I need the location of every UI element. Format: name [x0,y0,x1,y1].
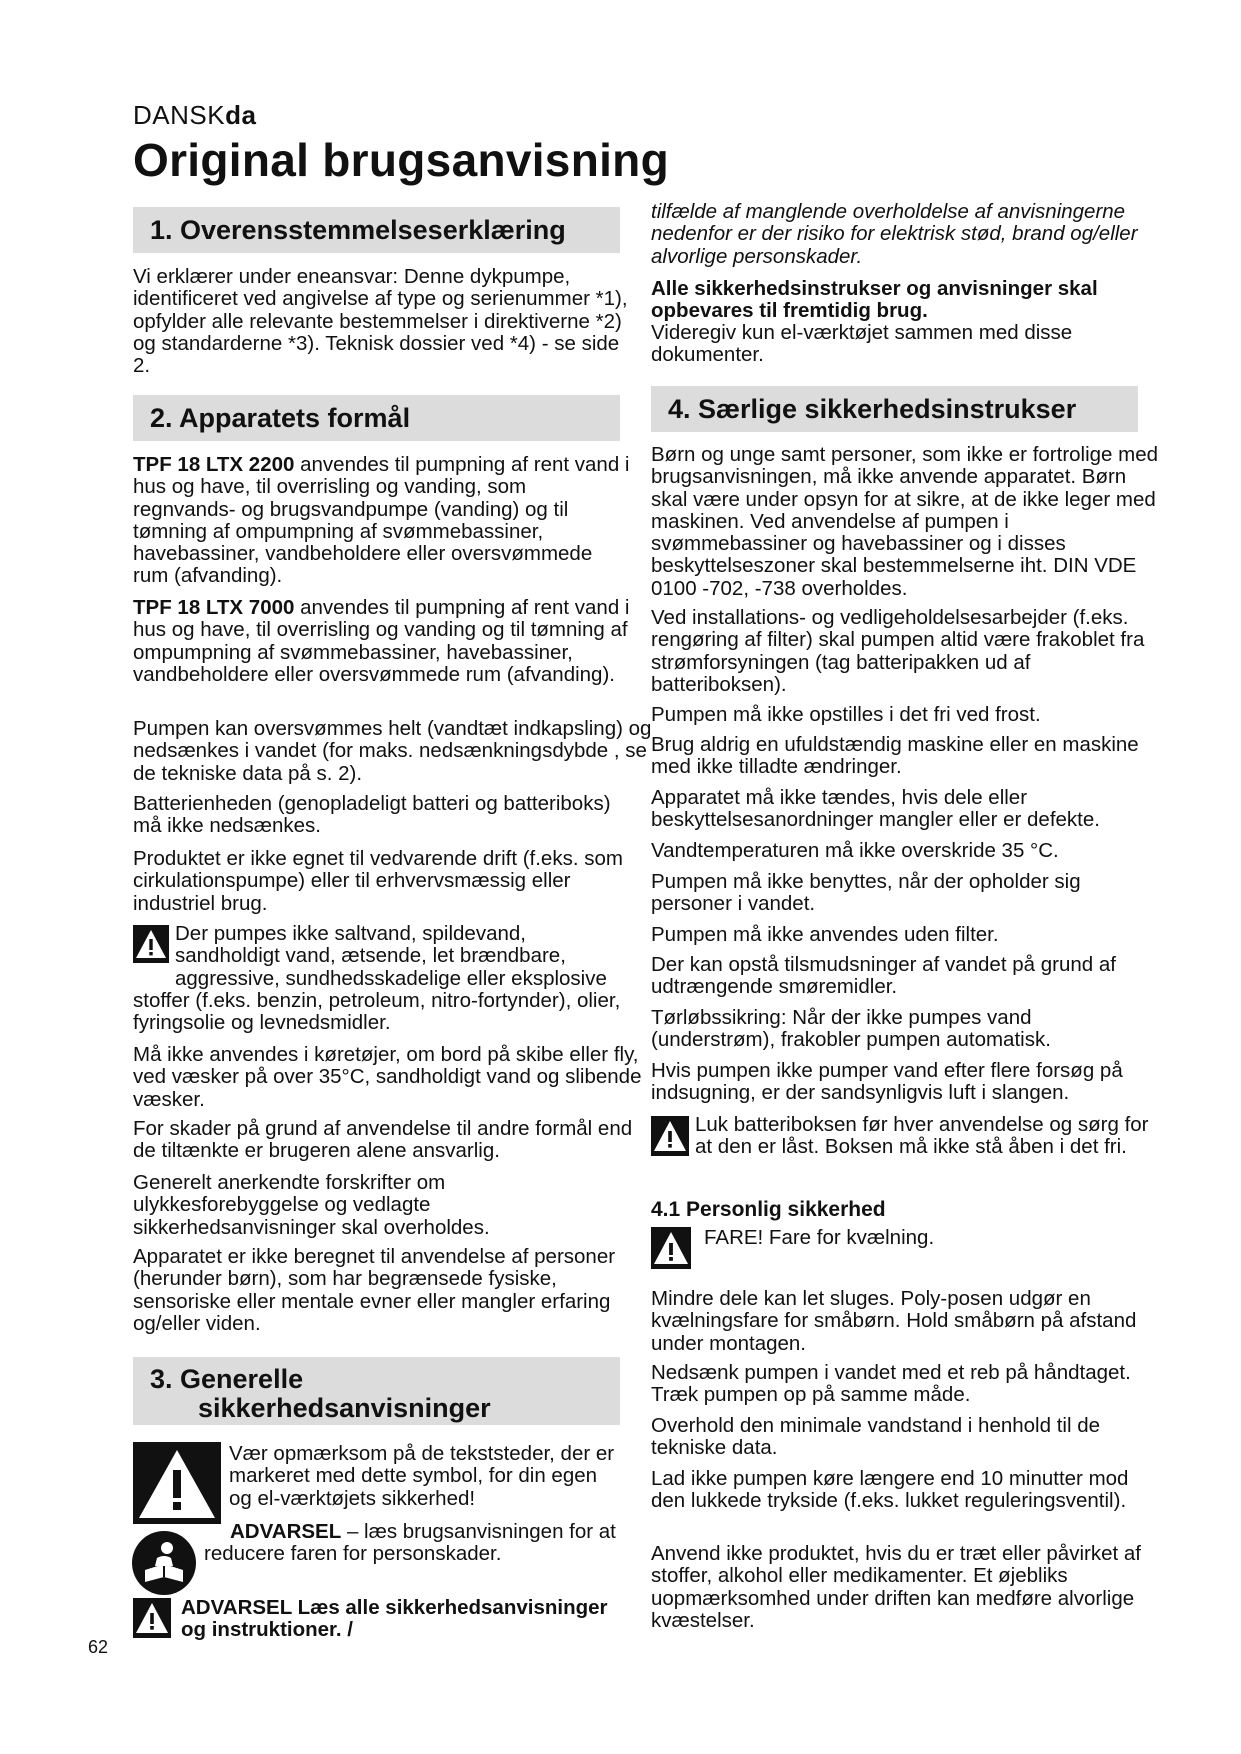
model-name-7000: TPF 18 LTX 7000 [133,596,295,619]
section-4-para-10: Tørløbssikring: Når der ikke pumpes vand (understrøm), frakobler pumpen automatisk. [651,1006,1051,1052]
para-12-text: Luk batteriboksen før hver anvendelse og sørg for at den er låst. Boksen må ikke stå åben i det fri. [695,1113,1149,1159]
section-3-para-3: ADVARSEL Læs alle sikkerhedsanvisninger og instruktioner. / [181,1596,608,1642]
section-2-para-1 [133,454,633,588]
section-4-para-12 [651,1114,1161,1161]
warning-label: ADVARSEL [230,1520,342,1543]
danger-icon [651,1227,691,1274]
language-code: da [225,100,257,130]
section-4-heading: 4. Særlige sikkerhedsinstrukser [651,386,1138,432]
language-name: DANSK [133,100,226,130]
section-4-1-para-3: Overhold den minimale vandstand i henhold til de tekniske data. [651,1414,1100,1460]
para-1-text: anvendes til pumpning af rent vand i hus og have, til overrisling og vanding, som regnvands- og brugsvandpumpe (vanding) og til tømning af ompumpning af svømmebassiner, havebassiner, vandbeholdere eller oversvømmede rum (afvanding). [133,453,630,588]
para-2-text: anvendes til pumpning af rent vand i hus og have, til overrisling og vanding og til tømning af ompumpning af svømmebassiner, havebassiner, vandbeholdere eller oversvømmede rum (afvanding). [133,596,630,686]
para-2-text: – læs brugsanvisningen for at reducere faren for personskader. [204,1520,616,1566]
section-2-para-10: Apparatet er ikke beregnet til anvendelse af personer (herunder børn), som har begrænsede fysiske, sensoriske eller mentale evner eller mangler erfaring og/eller viden. [133,1245,616,1335]
section-2-para-7: Må ikke anvendes i køretøjer, om bord på skibe eller fly, ved væsker på over 35°C, sandholdigt vand og slibende væsker. [133,1043,642,1111]
section-4-para-2: Ved installations- og vedligeholdelsesarbejder (f.eks. rengøring af filter) skal pumpen altid være frakoblet fra strømforsyningen (tag batteripakken ud af batteriboksen). [651,606,1145,696]
section-4-para-6: Vandtemperaturen må ikke overskride 35 °C. [651,839,1059,862]
model-name-2200: TPF 18 LTX 2200 [133,453,295,476]
section-4-para-8: Pumpen må ikke anvendes uden filter. [651,923,999,946]
section-4-1-para-4: Lad ikke pumpen køre længere end 10 minutter mod den lukkede trykside (f.eks. lukket reguleringsventil). [651,1467,1129,1513]
large-warning-icon [133,1442,221,1529]
section-4-para-7: Pumpen må ikke benyttes, når der opholder sig personer i vandet. [651,870,1081,916]
section-2-para-8: For skader på grund af anvendelse til andre formål end de tiltænkte er brugeren alene ansvarlig. [133,1117,633,1163]
section-2-para-2 [133,597,633,686]
section-4-1-heading: 4.1 Personlig sikkerhed [651,1198,886,1221]
section-2-para-6 [133,923,633,1034]
section-4-para-9: Der kan opstå tilsmudsninger af vandet på grund af udtrængende smøremidler. [651,953,1116,999]
section-2-para-4: Batterienheden (genopladeligt batteri og batteriboks) må ikke nedsænkes. [133,792,611,838]
page-number: 62 [88,1637,109,1657]
section-4-para-11: Hvis pumpen ikke pumper vand efter flere forsøg på indsugning, er der sandsynligvis luft i slangen. [651,1059,1123,1105]
section-3-heading-line-2: sikkerhedsanvisninger [198,1393,491,1423]
section-4-1-para-1: Mindre dele kan let sluges. Poly-posen udgør en kvælningsfare for småbørn. Hold småbørn på afstand under montagen. [651,1287,1137,1355]
section-2-para-5: Produktet er ikke egnet til vedvarende drift (f.eks. som cirkulationspumpe) eller til erhvervsmæssig eller industriel brug. [133,847,623,915]
section-3-para-2 [204,1521,624,1566]
section-4-para-3: Pumpen må ikke opstilles i det fri ved frost. [651,703,1041,726]
section-4-para-4: Brug aldrig en ufuldstændig maskine eller en maskine med ikke tilladte ændringer. [651,733,1139,779]
section-4-para-5: Apparatet må ikke tændes, hvis dele eller beskyttelsesanordninger mangler eller er defekte. [651,786,1100,832]
section-2-para-3: Pumpen kan oversvømmes helt (vandtæt indkapsling) og nedsænkes i vandet (for maks. nedsænkningsdybde , se de tekniske data på s. 2). [133,717,652,785]
section-3-para-1: Vær opmærksom på de tekststeder, der er markeret med dette symbol, for din egen og el-værktøjets sikkerhed! [229,1442,615,1510]
section-3-heading [133,1357,620,1425]
section-4-1-para-2: Nedsænk pumpen i vandet med et reb på håndtaget. Træk pumpen op på samme måde. [651,1361,1131,1407]
pass-on-text: Videregiv kun el-værktøjet sammen med disse dokumenter. [651,321,1073,367]
keep-instructions-text: Alle sikkerhedsinstrukser og anvisninger skal opbevares til fremtidig brug. [651,277,1098,323]
section-4-1-para-5: Anvend ikke produktet, hvis du er træt eller påvirket af stoffer, alkohol eller medikamenter. Et øjebliks uopmærksomhed under driften kan medføre alvorlige kvæstelser. [651,1542,1141,1632]
section-1-heading: 1. Overensstemmelseserklæring [133,207,620,253]
section-4-para-1: Børn og unge samt personer, som ikke er fortrolige med brugsanvisningen, må ikke anvende apparatet. Børn skal være under opsyn for at sikre, at de ikke leger med maskinen. Ved anvendelse af pumpen i svømmebassiner og havebassiner og i disses beskyttelseszoner skal bestemmelserne iht. DIN VDE 0100 -702, -738 overholdes. [651,443,1159,600]
section-1-text: Vi erklærer under eneansvar: Denne dykpumpe, identificeret ved angivelse af type og serienummer *1), opfylder alle relevante bestemmelser i direktiverne *2) og standarderne *3). Teknisk dossier ved *4) - se side 2. [133,265,628,378]
section-3-heading-line-1: 3. Generelle [150,1364,304,1394]
danger-text: FARE! Fare for kvælning. [704,1226,935,1249]
read-manual-icon [131,1530,197,1601]
continued-italic-text: tilfælde af manglende overholdelse af anvisningerne nedenfor er der risiko for elektrisk stød, brand og/eller alvorlige personskader. [651,200,1138,268]
page-title: Original brugsanvisning [133,134,669,186]
warning-icon [133,925,169,968]
section-2-heading: 2. Apparatets formål [133,395,620,441]
section-2-para-9: Generelt anerkendte forskrifter om ulykkesforebyggelse og vedlagte sikkerhedsanvisninger skal overholdes. [133,1171,490,1239]
language-label [133,100,256,131]
warning-icon [133,1598,171,1643]
para-6-text: Der pumpes ikke saltvand, spildevand, sandholdigt vand, ætsende, let brændbare, aggressive, sundhedsskadelige eller eksplosive stoffer (f.eks. benzin, petroleum, nitro-fortynder), olier, fyringsolie og levnedsmidler. [133,922,621,1035]
warning-icon [651,1116,689,1161]
